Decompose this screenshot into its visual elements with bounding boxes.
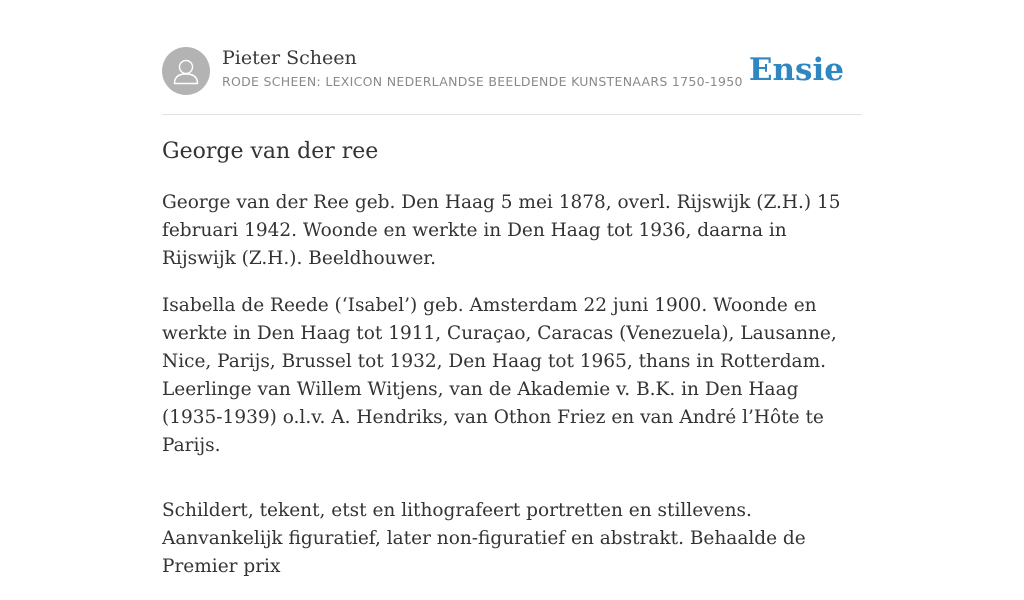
paragraph: Isabella de Reede (‘Isabel’) geb. Amsterdam 22 juni 1900. Woonde en werkte in Den Haag tot 1911, Curaçao, Caracas (Venezuela), Lausanne, Nice, Parijs, Brussel tot 1932, Den Haag tot 1965, thans in Rotterdam. Leerlinge van Willem Witjens, van de Akademie v. B.K. in Den Haag (1935-1939) o.l.v. A. Hendriks, van Othon Friez en van André l’Hôte te Parijs. (162, 295, 837, 456)
article-title: George van der ree (162, 139, 379, 164)
author-header (162, 46, 862, 115)
author-name[interactable]: Pieter Scheen (222, 47, 357, 69)
ensie-logo[interactable]: Ensie (748, 52, 844, 88)
article-body (162, 189, 862, 600)
source-title[interactable]: RODE SCHEEN: LEXICON NEDERLANDSE BEELDENDE KUNSTENAARS 1750-1950 (222, 74, 743, 89)
paragraph: Schildert, tekent, etst en lithografeert portretten en stillevens. Aanvankelijk figuratief, later non-figuratief en abstrakt. Behaalde de Premier prix (162, 500, 806, 577)
user-placeholder-icon[interactable] (162, 47, 210, 95)
paragraph: George van der Ree geb. Den Haag 5 mei 1878, overl. Rijswijk (Z.H.) 15 februari 1942. Woonde en werkte in Den Haag tot 1936, daarna in Rijswijk (Z.H.). Beeldhouwer. (162, 192, 841, 269)
